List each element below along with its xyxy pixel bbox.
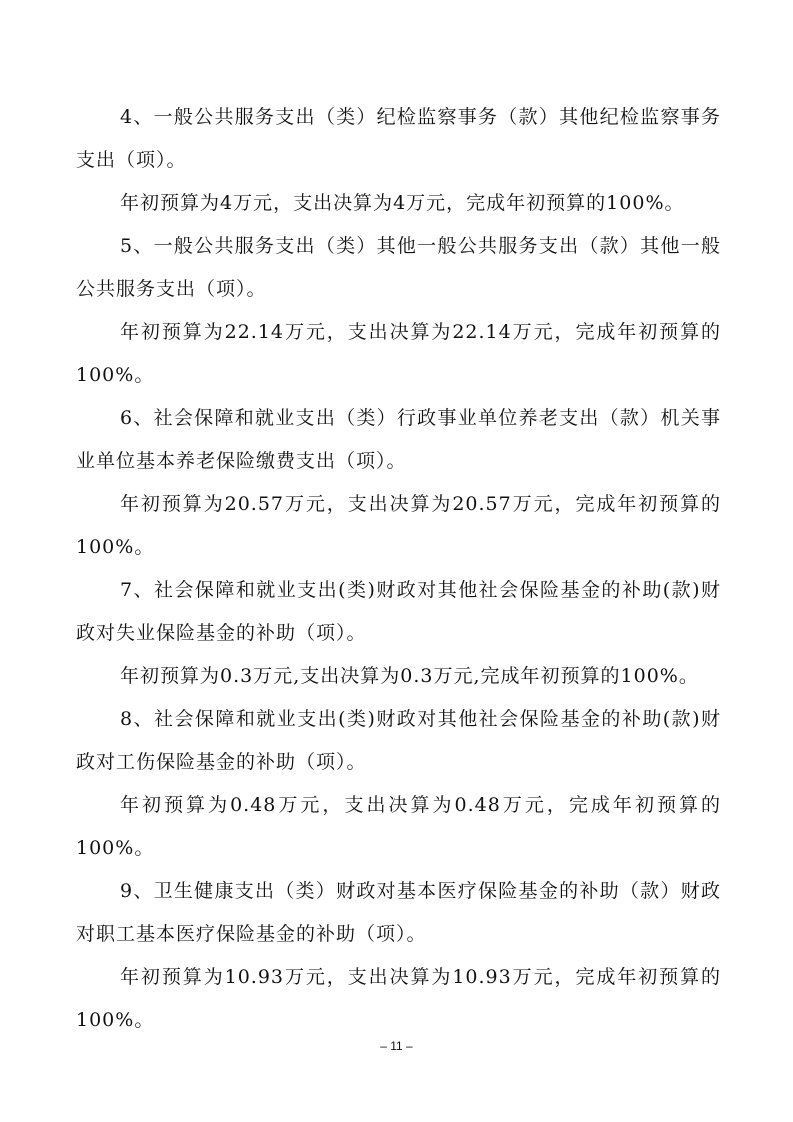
paragraph-item-7-budget: 年初预算为0.3万元,支出决算为0.3万元,完成年初预算的100%。 xyxy=(120,665,699,687)
paragraph-item-5-heading: 5、一般公共服务支出（类）其他一般公共服务支出（款）其他一般公共服务支出（项）。 xyxy=(76,235,721,300)
paragraph-item-7-heading: 7、社会保障和就业支出(类)财政对其他社会保险基金的补助(款)财政对失业保险基金的补助（项）。 xyxy=(76,579,721,644)
paragraph-item-6-budget: 年初预算为20.57万元，支出决算为20.57万元，完成年初预算的100%。 xyxy=(76,493,721,558)
page-number: – 11 – xyxy=(380,1039,413,1053)
paragraph-item-4-budget: 年初预算为4万元，支出决算为4万元，完成年初预算的100%。 xyxy=(120,192,685,214)
paragraph-item-8-budget: 年初预算为0.48万元，支出决算为0.48万元，完成年初预算的100%。 xyxy=(76,794,721,859)
paragraph-item-6-heading: 6、社会保障和就业支出（类）行政事业单位养老支出（款）机关事业单位基本养老保险缴费支出（项）。 xyxy=(76,407,721,472)
paragraph-item-9-budget: 年初预算为10.93万元，支出决算为10.93万元，完成年初预算的100%。 xyxy=(76,966,721,1031)
paragraph-item-5-budget: 年初预算为22.14万元，支出决算为22.14万元，完成年初预算的100%。 xyxy=(76,321,721,386)
paragraph-item-4-heading: 4、一般公共服务支出（类）纪检监察事务（款）其他纪检监察事务支出（项）。 xyxy=(76,106,721,171)
paragraph-item-9-heading: 9、卫生健康支出（类）财政对基本医疗保险基金的补助（款）财政对职工基本医疗保险基金的补助（项）。 xyxy=(76,880,721,945)
paragraph-item-8-heading: 8、社会保障和就业支出(类)财政对其他社会保险基金的补助(款)财政对工伤保险基金的补助（项）。 xyxy=(76,708,721,773)
